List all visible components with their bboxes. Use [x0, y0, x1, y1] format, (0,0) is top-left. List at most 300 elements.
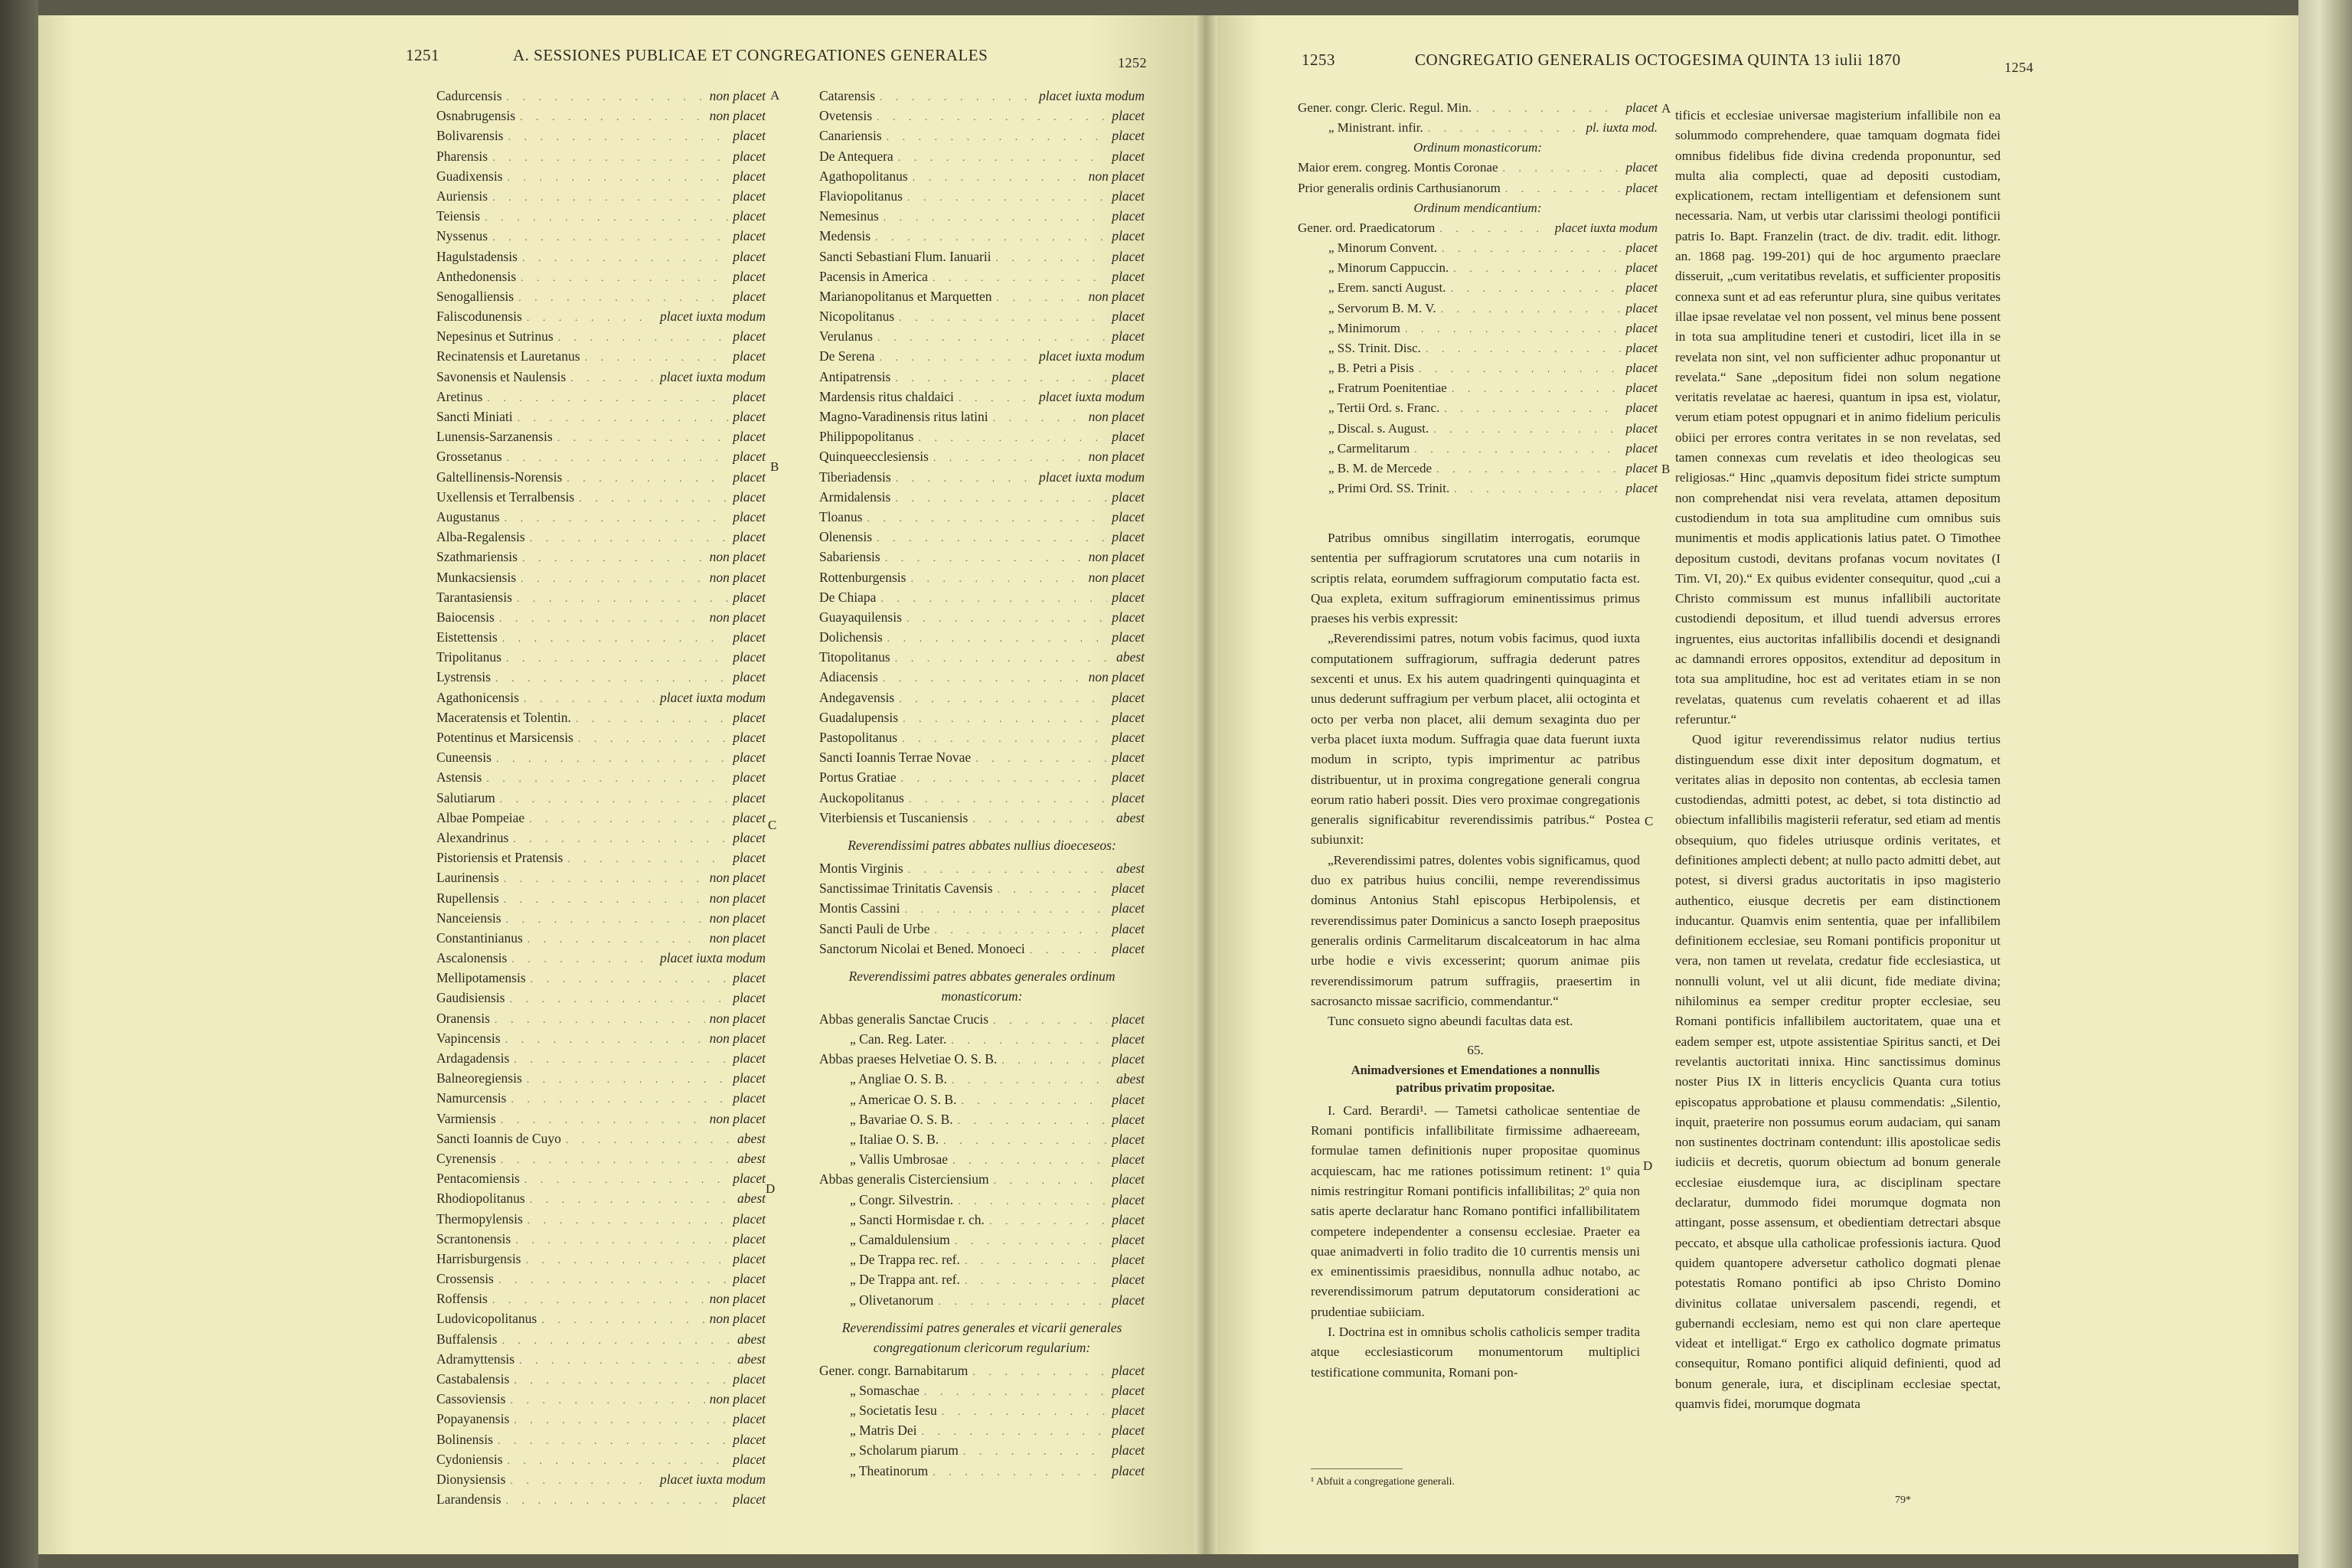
vote-value: placet — [733, 148, 766, 164]
voter-name: De Serena — [819, 348, 875, 364]
vote-value: non placet — [1088, 669, 1145, 685]
vote-value: placet — [733, 1431, 766, 1447]
leader-dots — [877, 529, 1107, 549]
leader-dots — [955, 1232, 1107, 1252]
voter-name: Eistettensis — [436, 629, 498, 645]
voter-name: Marianopolitanus et Marquetten — [819, 288, 992, 304]
vote-row — [819, 326, 1145, 346]
voter-name: Grossetanus — [436, 449, 502, 465]
vote-value: placet — [1112, 629, 1145, 645]
vote-row — [819, 1269, 1145, 1289]
voter-name: „ Italiae O. S. B. — [850, 1132, 939, 1147]
voter-name: Bolinensis — [436, 1431, 493, 1447]
leader-dots — [905, 900, 1108, 920]
vote-row — [436, 146, 766, 166]
voter-name: Portus Gratiae — [819, 769, 897, 786]
vote-row — [819, 1230, 1145, 1250]
vote-value: abest — [1116, 1071, 1145, 1087]
voter-name: Ascalonensis — [436, 950, 508, 966]
leader-dots — [972, 810, 1112, 830]
margin-marker: A — [770, 88, 780, 103]
vote-row — [819, 919, 1145, 939]
voter-name: Salutiarum — [436, 789, 495, 805]
voter-name: Baiocensis — [436, 609, 495, 625]
voter-name: Quinqueecclesiensis — [819, 449, 929, 465]
vote-row — [436, 266, 766, 286]
vote-value: placet — [733, 769, 766, 786]
vote-row — [819, 788, 1145, 808]
vote-row — [436, 1469, 766, 1489]
vote-value: non placet — [709, 108, 766, 124]
vote-value: placet — [1112, 1362, 1145, 1378]
voter-name: „ Minimorum — [1328, 320, 1400, 335]
leader-dots — [504, 870, 705, 890]
vote-row — [819, 727, 1145, 747]
vote-row — [436, 848, 766, 867]
voter-name: „ Minorum Cappuccin. — [1328, 260, 1449, 276]
vote-row — [819, 1009, 1145, 1029]
leader-dots — [505, 509, 729, 529]
voter-name: Philippopolitanus — [819, 429, 914, 445]
leader-dots — [567, 850, 728, 870]
leader-dots — [993, 1011, 1107, 1031]
vote-row — [436, 367, 766, 387]
leader-dots — [515, 1231, 728, 1251]
leader-dots — [530, 529, 729, 549]
vote-row — [819, 407, 1145, 426]
voter-name: Tripolitanus — [436, 649, 501, 665]
section-title: patribus privatim propositae. — [1396, 1080, 1555, 1095]
voter-name: Astensis — [436, 769, 482, 786]
leader-dots — [880, 88, 1034, 108]
leader-dots — [965, 1272, 1107, 1292]
section-heading: Reverendissimi patres generales et vicarii generales — [841, 1319, 1122, 1335]
leader-dots — [972, 1363, 1107, 1383]
leader-dots — [1453, 260, 1621, 279]
vote-value: placet — [733, 1371, 766, 1387]
vote-row — [436, 1269, 766, 1289]
vote-value: placet — [1112, 1442, 1145, 1459]
page-number: 1254 — [2004, 60, 2034, 75]
vote-value: abest — [737, 1130, 766, 1146]
leader-dots — [524, 1171, 728, 1191]
voter-name: Sancti Ioannis Terrae Novae — [819, 750, 972, 766]
vote-value: non placet — [709, 929, 766, 946]
vote-row — [819, 1400, 1145, 1420]
vote-value: non placet — [709, 910, 766, 926]
vote-row — [819, 1420, 1145, 1440]
voter-name: Pastopolitanus — [819, 730, 898, 745]
leader-dots — [1001, 1051, 1107, 1071]
vote-row — [819, 106, 1145, 126]
vote-row — [436, 467, 766, 487]
margin-marker: B — [1661, 462, 1671, 476]
leader-dots — [496, 750, 728, 769]
vote-value: placet — [1112, 188, 1145, 204]
vote-value: placet — [1112, 940, 1145, 956]
voter-name: Lystrensis — [436, 669, 491, 685]
voter-name: Roffensis — [436, 1291, 488, 1307]
paragraph: „Reverendissimi patres, notum vobis facimus, quod iuxta computationem suffragiorum, suffragia dederunt patres sexcenti et unus. Ex his autem quadringenti quinquaginta et unus dederunt suffragium per verbum placet, alii octoginta et octo per verba non placet, alii demum sexaginta duo per verba placet iuxta modum. Suffragia quae data fuerunt iuxta modum in scripto, typis imprimentur ac patribus distribuentur, ut in proxima congregatione generali congrua eorum ratio haberi possit. Dies vero proximae congregationis generalis significabitur reverendissimis patribus.“ Postea subiunxit: — [1311, 631, 1640, 848]
vote-value: abest — [737, 1191, 766, 1207]
vote-row — [819, 878, 1145, 898]
voter-name: Mardensis ritus chaldaici — [819, 388, 954, 404]
vote-value: placet — [733, 1070, 766, 1086]
vote-value: non placet — [709, 1291, 766, 1307]
vote-row — [819, 387, 1145, 407]
voter-name: Varmiensis — [436, 1110, 496, 1126]
vote-row — [436, 747, 766, 767]
book-edge-left — [0, 0, 38, 1568]
paragraph: tificis et ecclesiae universae magisterium infallibile non ea solummodo comprehendere, quae tamquam dogmata fidei omnibus fidelibus fide divina credenda proponuntur, sed multa alia complecti, quae ad depositi custodiam, explicationem, rectam intelligentiam et defensionem sunt necessaria. Nam, ut verbis utar clarissimi theologi pontificii patris Io. Bapt. Franzelin (tract. de div. tradit. edit. lithogr. an. 1868 pag. 199-201) qui de hoc argumento praeclare disseruit, „cum veritatibus revelatis, et sufficienter propositis connexa sunt et ad eas referuntur plura, sine quibus veritates illae ipsae revelatae vel non possent, vel minus bene possent in tota sua amplitudine teneri et custodiri, licet illa in se revelata non sint, vel non sufficienter adhuc proponantur ut revelata.“ Sane „depositum fidei non solum negatione veritatis revelatae ac haeresi, quantum in ipsa est, violatur, verum etiam potest oppugnari et in animo fidelium periculis obiici per errores contra veritates in se non revelatas, sed tamen connexas cum revelatis et ideo theologicas seu religiosas.“ Hinc „quamvis depositum fidei stricte sumptum non comprehendat nisi vera revelata, attamen depositum custodiendum in tota sua amplitudine cum omnibus suis munimentis et modis applicationis latius patet. O Timothee depositum custodi, devitans profanas vocum novitates (I Tim. VI, 20).“ Ex quibus evidenter consequitur, quod „cui a Christo commissum est munus infallibili auctoritate custodiendi depositum, et illud tuendi adversus errores ingruentes, eius auctoritas infallibilis docendi et designandi ac damnandi errores oppositos, extenditur ad depositum in tota sua amplitudine, hoc est ad veritates etiam in se non revelatas, quatenus cum revelatis cohaerent et ad illas referuntur.“ — [1675, 108, 2001, 727]
signature-mark: 79* — [1895, 1494, 1911, 1506]
vote-row — [819, 367, 1145, 387]
leader-dots — [514, 1371, 728, 1391]
voter-name: Auckopolitanus — [819, 789, 904, 805]
vote-row — [819, 1290, 1145, 1310]
vote-value: placet — [1112, 268, 1145, 284]
vote-value: placet — [1625, 100, 1658, 115]
vote-row — [436, 968, 766, 988]
vote-row — [436, 426, 766, 446]
vote-value: placet — [1112, 750, 1145, 766]
voter-name: Constantinianus — [436, 929, 523, 946]
leader-dots — [887, 629, 1108, 649]
vote-row — [819, 1129, 1145, 1149]
vote-list-col1 — [436, 86, 766, 1509]
vote-value: placet — [733, 488, 766, 505]
leader-dots — [958, 1112, 1108, 1132]
voter-name: Oranensis — [436, 1010, 490, 1026]
voter-name: „ Primi Ord. SS. Trinit. — [1328, 481, 1450, 496]
vote-value: placet — [733, 730, 766, 745]
vote-row — [436, 86, 766, 106]
vote-value: placet — [1112, 1051, 1145, 1067]
leader-dots — [567, 469, 728, 489]
vote-row — [819, 426, 1145, 446]
voter-name: Montis Cassini — [819, 900, 900, 916]
vote-row — [436, 627, 766, 647]
vote-value: placet — [1112, 128, 1145, 144]
vote-row — [1298, 479, 1658, 498]
vote-row — [436, 1489, 766, 1509]
vote-row — [1298, 178, 1658, 198]
leader-dots — [895, 489, 1107, 509]
leader-dots — [906, 609, 1107, 629]
vote-value: non placet — [1088, 569, 1145, 585]
leader-dots — [485, 208, 728, 228]
leader-dots — [913, 168, 1084, 188]
vote-value: placet — [1112, 1462, 1145, 1478]
leader-dots — [541, 1311, 704, 1331]
vote-row — [436, 607, 766, 627]
leader-dots — [501, 1151, 733, 1171]
voter-name: Rhodiopolitanus — [436, 1191, 525, 1207]
leader-dots — [500, 790, 728, 810]
leader-dots — [1436, 460, 1621, 480]
vote-value: placet — [733, 429, 766, 445]
vote-value: placet — [733, 388, 766, 404]
voter-name: „ Theatinorum — [850, 1462, 929, 1478]
page-number: 1253 — [1302, 51, 1335, 69]
vote-value: placet — [1625, 160, 1658, 175]
voter-name: Munkacsiensis — [436, 569, 517, 585]
vote-value: placet — [1112, 228, 1145, 244]
footnote: ¹ Abfuit a congregatione generali. — [1311, 1476, 1455, 1488]
voter-name: „ Angliae O. S. B. — [850, 1071, 947, 1087]
leader-dots — [578, 730, 728, 750]
vote-row — [819, 527, 1145, 547]
leader-dots — [975, 750, 1107, 769]
leader-dots — [895, 649, 1112, 669]
vote-value: placet — [733, 669, 766, 685]
vote-value: abest — [737, 1331, 766, 1347]
vote-row — [819, 126, 1145, 145]
voter-name: Rupellensis — [436, 890, 499, 906]
voter-name: Maceratensis et Tolentin. — [436, 709, 571, 725]
margin-marker: D — [1643, 1158, 1653, 1173]
leader-dots — [522, 249, 728, 269]
vote-row — [436, 1188, 766, 1208]
vote-row — [436, 226, 766, 246]
vote-value: placet — [733, 850, 766, 866]
vote-value: placet — [733, 188, 766, 204]
leader-dots — [899, 690, 1107, 710]
voter-name: De Chiapa — [819, 589, 877, 605]
vote-row — [819, 467, 1145, 487]
paragraph: „Reverendissimi patres, dolentes vobis significamus, quod duo ex patribus huius concilii, nempe reverendissimus dominus Antonius Stahl episcopus Herbipolensis, et reverendissimus pater Dominicus a sancto Ioseph praepositus generalis ordinis Carmelitarum discalceatorum in hac alma urbe hodie e vivis excesserint; quorum animae piis reverendissimorum patrum suffragiis, praesertim in sacrosancto missae sacrificio, commendantur.“ — [1311, 852, 1640, 1008]
voter-name: Namurcensis — [436, 1090, 507, 1106]
leader-dots — [933, 1463, 1107, 1483]
leader-dots — [901, 769, 1108, 789]
vote-value: non placet — [709, 1391, 766, 1407]
leader-dots — [517, 590, 728, 609]
voter-name: „ Somaschae — [850, 1382, 920, 1398]
vote-value: placet — [1112, 900, 1145, 916]
vote-value: placet — [733, 508, 766, 524]
voter-name: „ Vallis Umbrosae — [850, 1152, 948, 1168]
vote-value: placet iuxta modum — [659, 950, 766, 966]
voter-name: Popayanensis — [436, 1411, 510, 1427]
vote-row — [819, 1250, 1145, 1269]
vote-value: abest — [737, 1150, 766, 1166]
voter-name: Cadurcensis — [436, 88, 502, 103]
vote-row — [819, 1380, 1145, 1400]
vote-value: abest — [1116, 860, 1145, 876]
vote-value: placet — [733, 409, 766, 424]
leader-dots — [506, 910, 705, 930]
vote-value: placet — [1112, 328, 1145, 345]
voter-name: Guayaquilensis — [819, 609, 902, 625]
vote-value: placet — [1112, 368, 1145, 384]
voter-name: Osnabrugensis — [436, 108, 516, 124]
vote-value: placet — [733, 449, 766, 465]
leader-dots — [492, 228, 728, 248]
vote-row — [1298, 258, 1658, 278]
vote-row — [819, 286, 1145, 306]
voter-name: Titopolitanus — [819, 649, 890, 665]
voter-name: Nyssenus — [436, 228, 488, 244]
body-text-right — [1675, 106, 2001, 1414]
book-edge-right — [2298, 0, 2352, 1568]
voter-name: „ Sancti Hormisdae r. ch. — [850, 1211, 985, 1227]
vote-row — [819, 898, 1145, 918]
voter-name: Laurinensis — [436, 870, 499, 886]
vote-value: non placet — [709, 609, 766, 625]
voter-name: Cassoviensis — [436, 1391, 506, 1407]
vote-row — [436, 1109, 766, 1129]
vote-row — [819, 1190, 1145, 1210]
leader-dots — [1030, 941, 1107, 961]
leader-dots — [883, 669, 1084, 689]
vote-value: placet — [733, 469, 766, 485]
vote-value: placet — [733, 268, 766, 284]
leader-dots — [1450, 279, 1621, 299]
voter-name: Adramyttensis — [436, 1351, 515, 1367]
leader-dots — [885, 549, 1084, 569]
vote-row — [1298, 419, 1658, 439]
vote-row — [1298, 378, 1658, 398]
section-heading: Reverendissimi patres abbates generales ordinum — [848, 968, 1116, 984]
vote-value: placet — [1625, 381, 1658, 396]
voter-name: Vapincensis — [436, 1030, 501, 1046]
voter-name: Hagulstadensis — [436, 248, 518, 264]
voter-name: Alba-Regalensis — [436, 529, 525, 545]
voter-name: „ Tertii Ord. s. Franc. — [1328, 400, 1440, 416]
voter-name: De Antequera — [819, 148, 893, 164]
vote-value: placet — [733, 1171, 766, 1187]
margin-marker: C — [1645, 814, 1654, 828]
vote-row — [819, 1029, 1145, 1049]
vote-value: placet — [733, 1230, 766, 1246]
vote-value: non placet — [709, 1110, 766, 1126]
voter-name: Teiensis — [436, 208, 481, 224]
vote-value: placet — [1112, 248, 1145, 264]
vote-value: non placet — [709, 1030, 766, 1046]
leader-dots — [1428, 119, 1582, 139]
leader-dots — [910, 570, 1083, 590]
voter-name: Ludovicopolitanus — [436, 1311, 537, 1327]
vote-value: placet — [733, 649, 766, 665]
vote-value: placet — [1625, 180, 1658, 195]
vote-value: placet — [733, 829, 766, 845]
voter-name: Abbas generalis Sanctae Crucis — [819, 1011, 989, 1027]
vote-value: placet — [1112, 1272, 1145, 1288]
vote-value: non placet — [1088, 168, 1145, 184]
voter-name: „ SS. Trinit. Disc. — [1328, 340, 1421, 355]
vote-row — [436, 1048, 766, 1068]
leader-dots — [918, 429, 1107, 449]
vote-value: placet — [1112, 1403, 1145, 1419]
leader-dots — [1441, 300, 1622, 320]
voter-name: Galtellinensis-Norensis — [436, 469, 563, 485]
voter-name: Nanceiensis — [436, 910, 501, 926]
vote-value: placet — [1112, 508, 1145, 524]
vote-value: placet — [1112, 789, 1145, 805]
leader-dots — [1414, 440, 1621, 460]
vote-row — [819, 1361, 1145, 1380]
margin-marker: A — [1661, 101, 1671, 116]
vote-list-right — [1298, 98, 1658, 498]
voter-name: Sabariensis — [819, 549, 880, 565]
leader-dots — [499, 609, 705, 629]
voter-name: „ B. Petri a Pisis — [1328, 361, 1414, 376]
vote-row — [819, 206, 1145, 226]
vote-row — [1298, 98, 1658, 118]
vote-row — [1298, 299, 1658, 318]
vote-row — [819, 1109, 1145, 1129]
vote-row — [436, 166, 766, 186]
vote-value: placet — [1625, 340, 1658, 355]
vote-row — [436, 547, 766, 567]
voter-name: „ Matris Dei — [850, 1423, 917, 1439]
voter-name: Augustanus — [436, 508, 500, 524]
vote-row — [436, 1229, 766, 1249]
vote-value: placet — [733, 328, 766, 345]
leader-dots — [527, 1070, 728, 1090]
voter-name: Gener. congr. Cleric. Regul. Min. — [1298, 100, 1472, 115]
leader-dots — [898, 149, 1108, 168]
vote-value: non placet — [1088, 409, 1145, 424]
voter-name: Cyrenensis — [436, 1150, 496, 1166]
voter-name: Andegavensis — [819, 689, 895, 705]
vote-value: placet — [1112, 529, 1145, 545]
vote-value: non placet — [709, 1311, 766, 1327]
vote-value: placet — [1112, 208, 1145, 224]
vote-row — [436, 587, 766, 607]
voter-name: Szathmariensis — [436, 549, 518, 565]
vote-row — [436, 1389, 766, 1409]
vote-value: non placet — [1088, 288, 1145, 304]
leader-dots — [570, 369, 655, 389]
leader-dots — [510, 1391, 704, 1411]
voter-name: Nemesinus — [819, 208, 879, 224]
leader-dots — [531, 970, 729, 990]
voter-name: Flaviopolitanus — [819, 188, 903, 204]
vote-value: placet — [1112, 429, 1145, 445]
leader-dots — [997, 289, 1084, 309]
leader-dots — [509, 990, 728, 1010]
vote-row — [436, 1349, 766, 1369]
voter-name: Gaudisiensis — [436, 990, 505, 1006]
voter-name: „ De Trappa rec. ref. — [850, 1252, 960, 1268]
vote-row — [819, 1169, 1145, 1189]
vote-value: placet — [733, 1250, 766, 1266]
voter-name: „ Discal. s. August. — [1328, 420, 1429, 436]
leader-dots — [961, 1092, 1107, 1112]
leader-dots — [896, 469, 1034, 489]
vote-row — [819, 226, 1145, 246]
section-heading: Ordinum monasticorum: — [1413, 140, 1542, 155]
section-title: Animadversiones et Emendationes a nonnullis — [1351, 1062, 1600, 1077]
vote-row — [436, 206, 766, 226]
voter-name: Recinatensis et Lauretanus — [436, 348, 580, 364]
section-heading: Reverendissimi patres abbates nullius dioeceseos: — [848, 837, 1116, 853]
leader-dots — [998, 880, 1108, 900]
vote-value: non placet — [709, 549, 766, 565]
leader-dots — [487, 389, 728, 409]
vote-value: placet — [733, 1491, 766, 1508]
vote-value: non placet — [1088, 549, 1145, 565]
leader-dots — [557, 429, 729, 449]
vote-row — [436, 1449, 766, 1469]
leader-dots — [498, 1432, 728, 1452]
leader-dots — [492, 188, 728, 208]
leader-dots — [508, 128, 729, 148]
leader-dots — [530, 1191, 733, 1210]
voter-name: Gener. ord. Praedicatorum — [1298, 220, 1436, 235]
margin-marker: C — [768, 818, 777, 832]
